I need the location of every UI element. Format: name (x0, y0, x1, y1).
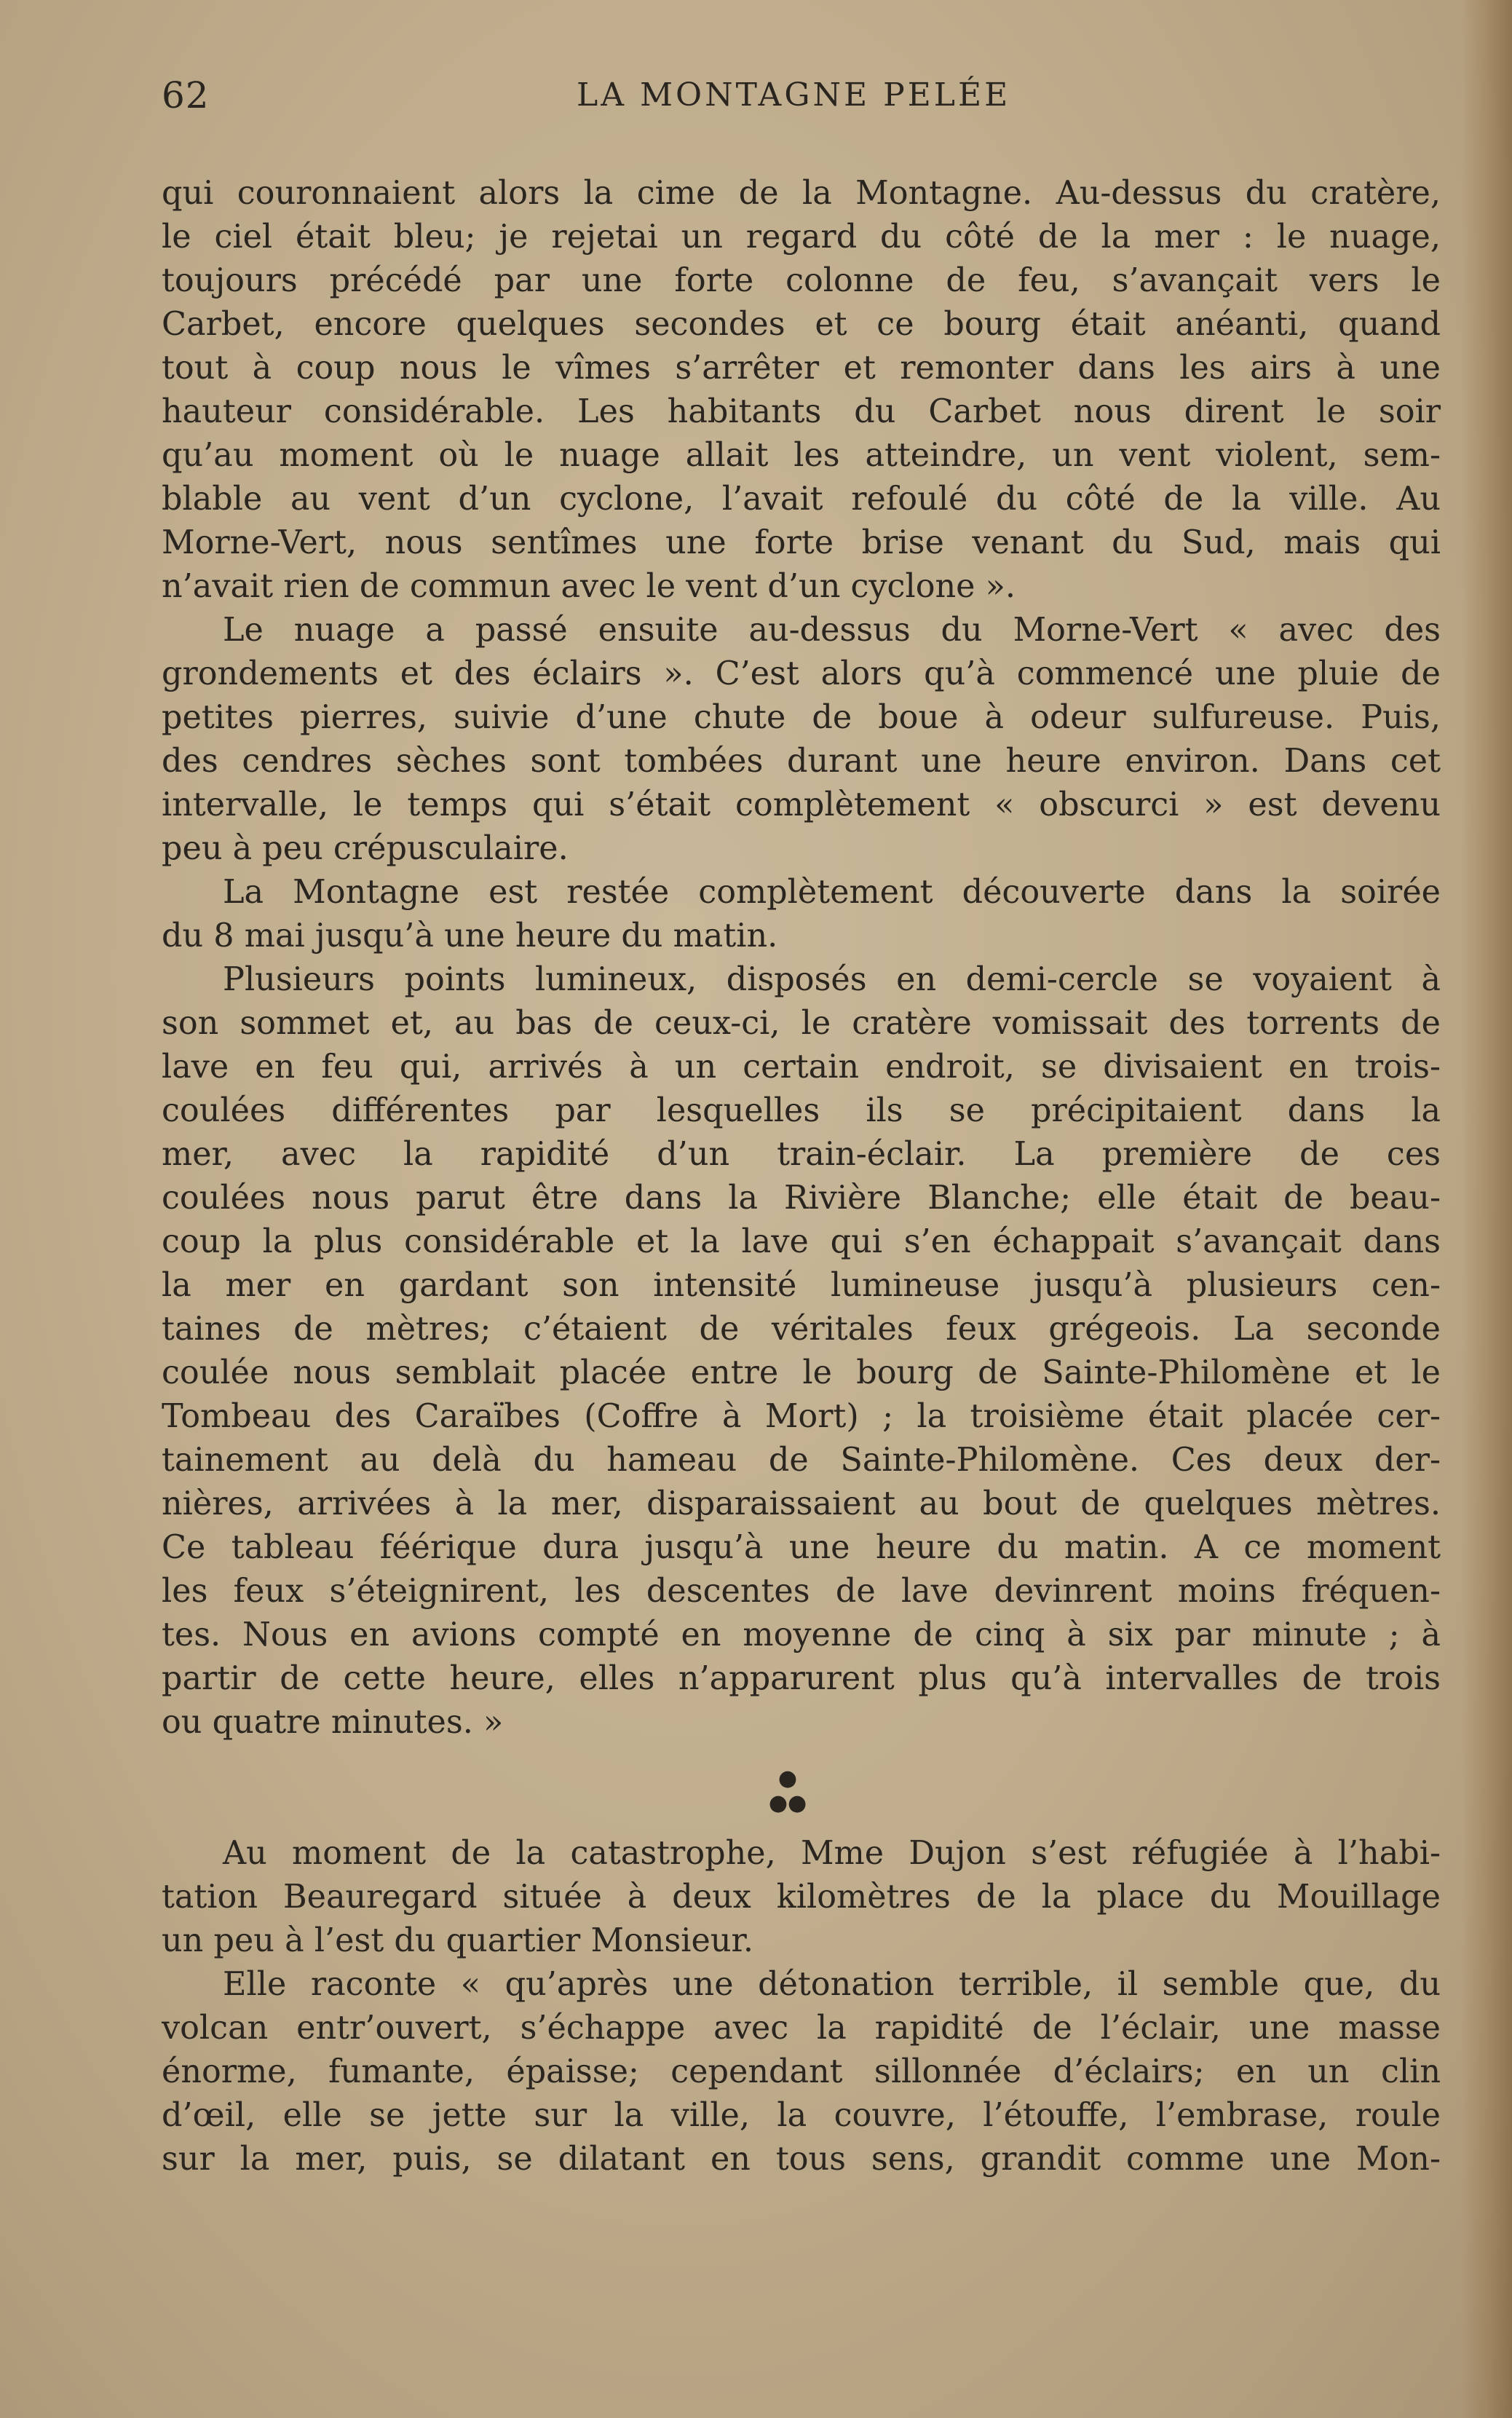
text-line: un peu à l’est du quartier Monsieur. (162, 1922, 754, 1959)
text-line: sur la mer, puis, se dilatant en tous sens, grandit comme une Mon- (162, 2141, 1441, 2178)
text-line: Ce tableau féérique dura jusqu’à une heure du matin. A ce moment (162, 1529, 1441, 1566)
text-line: le ciel était bleu; je rejetai un regard du côté de la mer : le nuage, (162, 218, 1441, 256)
text-line: toujours précédé par une forte colonne de feu, s’avançait vers le (162, 262, 1441, 299)
text-line: Tombeau des Caraïbes (Coffre à Mort) ; la troisième était placée cer- (162, 1398, 1441, 1435)
text-line: Au moment de la catastrophe, Mme Dujon s’est réfugiée à l’habi- (223, 1835, 1441, 1872)
text-line: mer, avec la rapidité d’un train-éclair. La première de ces (162, 1136, 1441, 1173)
text-line: n’avait rien de commun avec le vent d’un cyclone ». (162, 568, 1016, 605)
text-line: peu à peu crépusculaire. (162, 830, 569, 867)
fleuron-ornament-icon (759, 1766, 817, 1816)
page-header (162, 70, 1443, 121)
text-line: qu’au moment où le nuage allait les atteindre, un vent violent, sem- (162, 437, 1441, 474)
text-line: coulées nous parut être dans la Rivière Blanche; elle était de beau- (162, 1180, 1441, 1217)
paragraph-raconte (162, 1963, 1441, 2181)
text-line: ou quatre minutes. » (162, 1704, 504, 1741)
text-line: la mer en gardant son intensité lumineuse jusqu’à plusieurs cen- (162, 1267, 1441, 1304)
page-edge-shadow (1461, 0, 1512, 2418)
text-line: qui couronnaient alors la cime de la Montagne. Au-dessus du cratère, (162, 175, 1441, 212)
text-line: taines de mètres; c’étaient de véritales feux grégeois. La seconde (162, 1311, 1441, 1348)
text-line: tout à coup nous le vîmes s’arrêter et remonter dans les airs à une (162, 349, 1441, 387)
text-line: La Montagne est restée complètement découverte dans la soirée (223, 874, 1441, 911)
text-line: des cendres sèches sont tombées durant une heure environ. Dans cet (162, 743, 1441, 780)
text-line: hauteur considérable. Les habitants du Carbet nous dirent le soir (162, 393, 1441, 430)
text-line: grondements et des éclairs ». C’est alors qu’à commencé une pluie de (162, 655, 1441, 692)
text-line: nières, arrivées à la mer, disparaissaient au bout de quelques mètres. (162, 1485, 1441, 1522)
text-line: tainement au delà du hameau de Sainte-Philomène. Ces deux der- (162, 1442, 1441, 1479)
text-line: Le nuage a passé ensuite au-dessus du Morne-Vert « avec des (223, 612, 1441, 649)
text-line: blable au vent d’un cyclone, l’avait refoulé du côté de la ville. Au (162, 481, 1441, 518)
text-line: coulée nous semblait placée entre le bourg de Sainte-Philomène et le (162, 1354, 1441, 1391)
body-text (162, 172, 1441, 2181)
paragraph-points-lumineux (162, 958, 1441, 1745)
text-line: tation Beauregard située à deux kilomètres de la place du Mouillage (162, 1878, 1441, 1916)
text-line: Morne-Vert, nous sentîmes une forte brise venant du Sud, mais qui (162, 524, 1441, 561)
ornament-dot-top: ● (777, 1766, 798, 1791)
text-line: intervalle, le temps qui s’était complètement « obscurci » est devenu (162, 786, 1441, 823)
text-line: lave en feu qui, arrivés à un certain endroit, se divisaient en trois- (162, 1048, 1441, 1086)
paragraph-montagne (162, 871, 1441, 958)
text-line: d’œil, elle se jette sur la ville, la couvre, l’étouffe, l’embrase, roule (162, 2097, 1441, 2134)
text-line: énorme, fumante, épaisse; cependant sillonnée d’éclairs; en un clin (162, 2053, 1441, 2090)
page-number: 62 (162, 74, 210, 116)
paragraph-nuage (162, 609, 1441, 871)
text-line: volcan entr’ouvert, s’échappe avec la rapidité de l’éclair, une masse (162, 2010, 1441, 2047)
text-line: coup la plus considérable et la lave qui s’en échappait s’avançait dans (162, 1223, 1441, 1260)
text-line: son sommet et, au bas de ceux-ci, le cratère vomissait des torrents de (162, 1005, 1441, 1042)
ornament-dots-bottom: ●● (768, 1790, 807, 1816)
paragraph-continuation (162, 172, 1441, 609)
text-line: tes. Nous en avions compté en moyenne de cinq à six par minute ; à (162, 1616, 1441, 1654)
text-line: partir de cette heure, elles n’apparurent plus qu’à intervalles de trois (162, 1660, 1441, 1697)
text-line: les feux s’éteignirent, les descentes de lave devinrent moins fréquen- (162, 1573, 1441, 1610)
text-line: Carbet, encore quelques secondes et ce bourg était anéanti, quand (162, 306, 1441, 343)
paragraph-dujon (162, 1832, 1441, 1963)
running-title: LA MONTAGNE PELÉE (577, 76, 1011, 114)
section-divider (162, 1745, 1441, 1832)
text-line: du 8 mai jusqu’à une heure du matin. (162, 917, 778, 955)
text-line: petites pierres, suivie d’une chute de boue à odeur sulfureuse. Puis, (162, 699, 1441, 736)
text-line: coulées différentes par lesquelles ils se précipitaient dans la (162, 1092, 1441, 1129)
text-line: Plusieurs points lumineux, disposés en demi-cercle se voyaient à (223, 961, 1441, 998)
text-line: Elle raconte « qu’après une détonation terrible, il semble que, du (223, 1966, 1441, 2003)
